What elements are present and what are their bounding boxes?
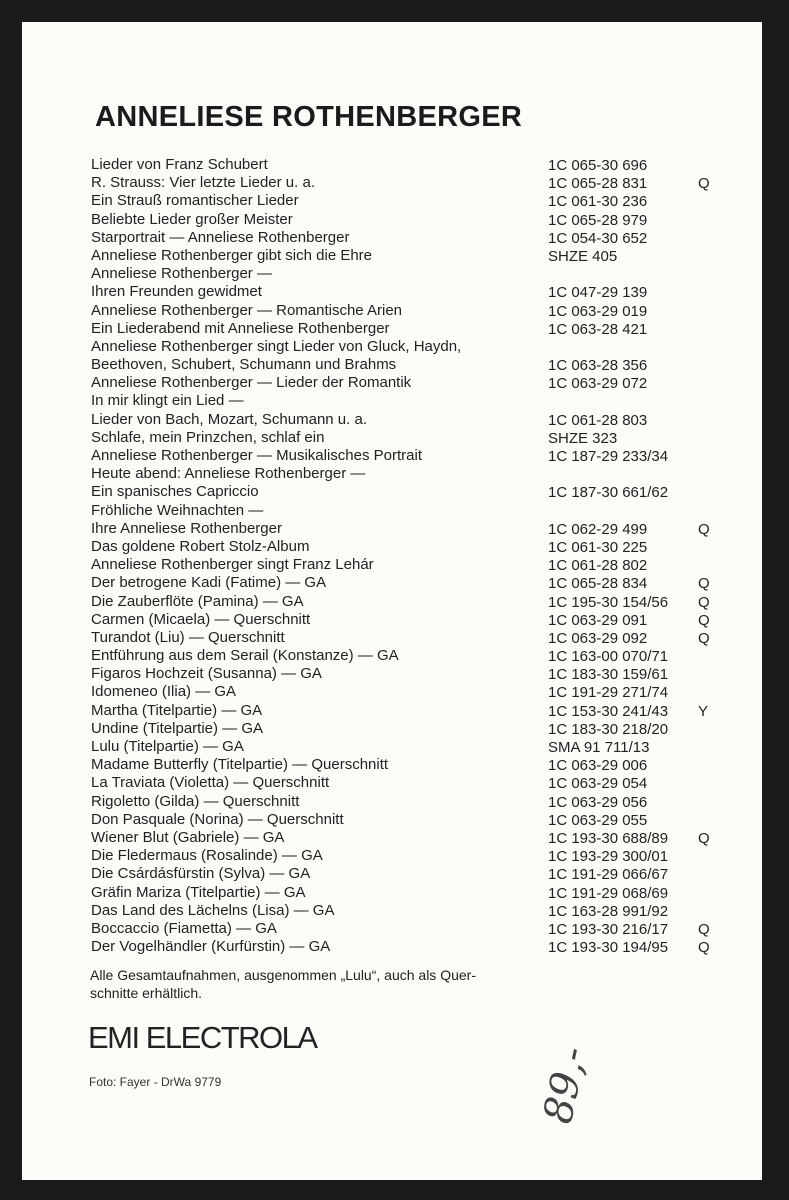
record-row [91, 938, 751, 956]
catalog-number: 1C 153-30 241/43 [548, 702, 669, 720]
catalog-number: 1C 063-29 092 [548, 629, 648, 647]
footnote-line: schnitte erhältlich. [90, 985, 203, 1001]
record-title: Ein Liederabend mit Anneliese Rothenberger [91, 319, 390, 337]
catalog-number: SHZE 323 [548, 429, 618, 447]
record-row [91, 611, 751, 629]
record-title: Anneliese Rothenberger — Musikalisches Portrait [91, 447, 422, 464]
handwritten-price: 89,- [535, 1042, 597, 1128]
record-row [91, 411, 751, 429]
record-row [91, 865, 751, 883]
catalog-number: 1C 063-29 019 [548, 302, 648, 320]
catalog-number: 1C 047-29 139 [548, 284, 648, 302]
record-title: Die Zauberflöte (Pamina) — GA [91, 592, 304, 610]
format-flag: Q [698, 520, 710, 538]
record-row [91, 702, 751, 720]
record-title: Idomeneo (Ilia) — GA [91, 683, 237, 701]
record-row [91, 447, 751, 465]
record-row [91, 320, 751, 338]
catalog-number: 1C 063-28 356 [548, 357, 648, 375]
record-row [91, 265, 751, 283]
catalog-number: 1C 187-29 233/34 [548, 448, 669, 465]
record-title: Wiener Blut (Gabriele) — GA [91, 828, 285, 846]
record-row [91, 374, 751, 392]
record-title: Anneliese Rothenberger — Romantische Arien [91, 301, 403, 319]
record-title: Lulu (Titelpartie) — GA [91, 738, 244, 755]
record-row [91, 811, 751, 829]
record-row [91, 392, 751, 410]
record-row [91, 283, 751, 301]
record-title: La Traviata (Violetta) — Querschnitt [91, 774, 330, 792]
catalog-number: 1C 195-30 154/56 [548, 593, 669, 611]
record-card [22, 22, 762, 1180]
photo-credit: Foto: Fayer - DrWa 9779 [89, 1075, 222, 1089]
record-row [91, 593, 751, 611]
record-row [91, 665, 751, 683]
record-title: Ihre Anneliese Rothenberger [91, 519, 282, 537]
record-row [91, 829, 751, 847]
record-title: Anneliese Rothenberger — [91, 265, 272, 283]
format-flag: Q [698, 175, 710, 193]
record-row [91, 556, 751, 574]
record-row [91, 884, 751, 902]
format-flag: Q [698, 593, 710, 611]
record-title: Carmen (Micaela) — Querschnitt [91, 610, 311, 628]
record-row [91, 483, 751, 501]
catalog-number: 1C 191-29 068/69 [548, 884, 669, 902]
record-row [91, 211, 751, 229]
record-row [91, 793, 751, 811]
format-flag: Q [698, 829, 710, 847]
record-row [91, 465, 751, 483]
record-row [91, 356, 751, 374]
catalog-number: 1C 063-29 055 [548, 811, 648, 829]
record-title: Lieder von Bach, Mozart, Schumann u. a. [91, 410, 367, 428]
catalog-number: 1C 187-30 661/62 [548, 484, 669, 502]
record-title: Rigoletto (Gilda) — Querschnitt [91, 792, 300, 810]
catalog-number: 1C 063-29 091 [548, 611, 648, 629]
record-row [91, 920, 751, 938]
record-title: In mir klingt ein Lied — [91, 392, 244, 410]
record-title: Martha (Titelpartie) — GA [91, 701, 263, 719]
catalog-number: 1C 191-29 066/67 [548, 866, 669, 884]
record-title: Der betrogene Kadi (Fatime) — GA [91, 574, 327, 592]
record-row [91, 429, 751, 447]
record-row [91, 229, 751, 247]
record-title: Anneliese Rothenberger singt Franz Lehár [91, 556, 374, 574]
footnote [90, 966, 476, 1002]
label-logo: EMI ELECTROLA [88, 1020, 317, 1055]
record-title: Gräfin Mariza (Titelpartie) — GA [91, 883, 306, 901]
format-flag: Q [698, 629, 710, 647]
record-row [91, 502, 751, 520]
record-title: R. Strauss: Vier letzte Lieder u. a. [91, 174, 315, 192]
record-title: Madame Butterfly (Titelpartie) — Querschnitt [91, 756, 389, 774]
record-title: Beethoven, Schubert, Schumann und Brahms [91, 356, 397, 374]
catalog-number: 1C 163-28 991/92 [548, 902, 669, 920]
record-row [91, 774, 751, 792]
format-flag: Q [698, 611, 710, 629]
record-title: Anneliese Rothenberger — Lieder der Romantik [91, 374, 412, 392]
record-title: Schlafe, mein Prinzchen, schlaf ein [91, 428, 325, 446]
page-title: ANNELIESE ROTHENBERGER [95, 101, 523, 133]
record-row [91, 647, 751, 665]
record-title: Figaros Hochzeit (Susanna) — GA [91, 665, 322, 683]
format-flag: Y [698, 702, 709, 720]
record-title: Don Pasquale (Norina) — Querschnitt [91, 810, 344, 828]
catalog-number: 1C 183-30 159/61 [548, 666, 669, 684]
catalog-number: 1C 063-29 054 [548, 775, 648, 793]
record-row [91, 847, 751, 865]
record-row [91, 174, 751, 192]
record-row [91, 192, 751, 210]
catalog-number: 1C 061-28 803 [548, 411, 648, 429]
format-flag: Q [698, 920, 710, 938]
catalog-number: 1C 193-30 216/17 [548, 920, 669, 938]
record-title: Die Csárdásfürstin (Sylva) — GA [91, 865, 311, 883]
catalog-number: 1C 193-30 688/89 [548, 829, 669, 847]
record-title: Beliebte Lieder großer Meister [91, 210, 293, 228]
catalog-number: 1C 061-30 236 [548, 193, 648, 211]
record-title: Anneliese Rothenberger singt Lieder von Gluck, Haydn, [91, 337, 462, 355]
catalog-number: 1C 061-28 802 [548, 557, 648, 575]
format-flag: Q [698, 939, 710, 957]
record-title: Ihren Freunden gewidmet [91, 283, 262, 301]
record-title: Entführung aus dem Serail (Konstanze) — GA [91, 647, 399, 665]
record-title: Undine (Titelpartie) — GA [91, 719, 264, 737]
record-title: Heute abend: Anneliese Rothenberger — [91, 465, 366, 483]
record-row [91, 738, 751, 756]
catalog-number: 1C 061-30 225 [548, 538, 648, 556]
format-flag: Q [698, 575, 710, 593]
catalog-number: 1C 065-28 831 [548, 175, 648, 193]
record-row [91, 538, 751, 556]
catalog-number: 1C 062-29 499 [548, 520, 648, 538]
catalog-number: 1C 183-30 218/20 [548, 720, 669, 738]
record-row [91, 302, 751, 320]
catalog-number: 1C 063-28 421 [548, 320, 648, 338]
catalog-number: 1C 063-29 006 [548, 757, 648, 775]
record-row [91, 156, 751, 174]
record-row [91, 574, 751, 592]
record-title: Starportrait — Anneliese Rothenberger [91, 228, 350, 246]
record-row [91, 629, 751, 647]
catalog-number: 1C 065-30 696 [548, 157, 648, 174]
catalog-number: 1C 065-28 834 [548, 575, 648, 593]
record-title: Das goldene Robert Stolz-Album [91, 537, 310, 555]
catalog-number: 1C 063-29 056 [548, 793, 648, 811]
catalog-number: 1C 054-30 652 [548, 229, 648, 247]
catalog-number: 1C 063-29 072 [548, 375, 648, 393]
record-title: Boccaccio (Fiametta) — GA [91, 919, 277, 937]
record-row [91, 520, 751, 538]
record-list [91, 156, 751, 956]
record-title: Der Vogelhändler (Kurfürstin) — GA [91, 938, 331, 956]
record-row [91, 338, 751, 356]
record-title: Ein Strauß romantischer Lieder [91, 192, 299, 210]
record-title: Das Land des Lächelns (Lisa) — GA [91, 901, 335, 919]
record-title: Turandot (Liu) — Querschnitt [91, 628, 285, 646]
record-title: Anneliese Rothenberger gibt sich die Ehre [91, 246, 373, 264]
footnote-line: Alle Gesamtaufnahmen, ausgenommen „Lulu“, auch als Quer- [90, 967, 476, 983]
record-row [91, 902, 751, 920]
record-row [91, 756, 751, 774]
catalog-number: 1C 163-00 070/71 [548, 648, 669, 666]
record-row [91, 247, 751, 265]
record-title: Die Fledermaus (Rosalinde) — GA [91, 847, 323, 865]
record-title: Lieder von Franz Schubert [91, 156, 268, 173]
catalog-number: 1C 193-30 194/95 [548, 939, 669, 957]
catalog-number: 1C 193-29 300/01 [548, 848, 669, 866]
catalog-number: 1C 191-29 271/74 [548, 684, 669, 702]
catalog-number: SHZE 405 [548, 247, 618, 265]
catalog-number: 1C 065-28 979 [548, 211, 648, 229]
record-title: Ein spanisches Capriccio [91, 483, 259, 501]
record-row [91, 683, 751, 701]
record-row [91, 720, 751, 738]
catalog-number: SMA 91 711/13 [548, 739, 650, 756]
record-title: Fröhliche Weihnachten — [91, 501, 264, 519]
